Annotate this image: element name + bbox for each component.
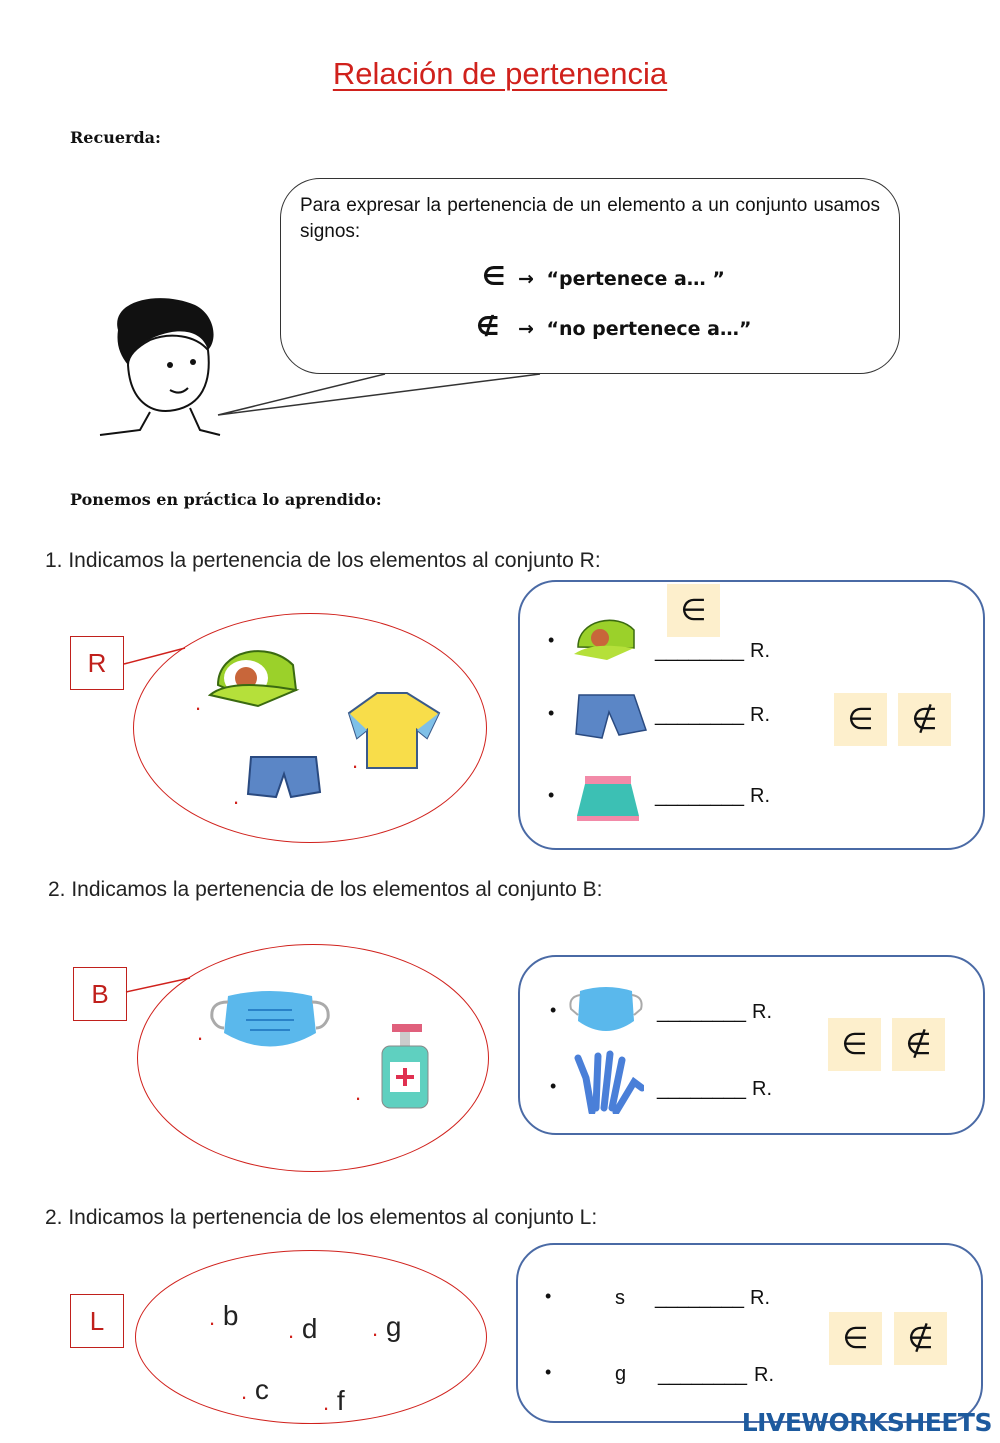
bullet: •	[548, 785, 555, 805]
page-title: Relación de pertenencia	[332, 56, 668, 91]
boy-illustration	[90, 290, 230, 440]
element-dot: .	[195, 690, 202, 715]
belongs-chip[interactable]: ∈	[834, 693, 887, 746]
set-suffix: R.	[750, 704, 770, 726]
set-suffix: R.	[750, 785, 770, 807]
bullet: •	[548, 630, 555, 650]
mask-image	[208, 988, 334, 1054]
set-label-l: L	[70, 1294, 124, 1348]
set-label-r: R	[70, 636, 124, 690]
element-dot: .	[233, 784, 240, 809]
gloves-icon	[572, 1048, 644, 1114]
skirt-icon	[573, 772, 643, 824]
element-f: . f	[323, 1385, 345, 1416]
answer-blank[interactable]: ________	[657, 1078, 746, 1100]
element-b: . b	[209, 1300, 239, 1331]
practice-heading: Ponemos en práctica lo aprendido:	[70, 490, 382, 509]
set-suffix: R.	[752, 1001, 772, 1023]
cap-image	[208, 640, 300, 710]
not-belongs-row	[476, 312, 751, 342]
element-c: . c	[241, 1374, 269, 1405]
shorts-icon	[574, 690, 648, 740]
element-g: g	[615, 1363, 627, 1385]
set-suffix: R.	[750, 1287, 770, 1309]
not-belongs-meaning: “no pertenece a…”	[546, 318, 752, 340]
belongs-meaning: “pertenece a… ”	[546, 268, 725, 290]
set-suffix: R.	[752, 1078, 772, 1100]
element-s: s	[615, 1287, 625, 1309]
element-dot: .	[355, 1080, 362, 1105]
answer-blank[interactable]: ________	[655, 1287, 744, 1309]
question-2: 2. Indicamos la pertenencia de los elementos al conjunto B:	[48, 878, 603, 901]
not-belongs-chip[interactable]: ∉	[894, 1312, 947, 1365]
answer-blank[interactable]: ________	[655, 640, 744, 662]
not-belongs-chip[interactable]: ∉	[892, 1018, 945, 1071]
mask-icon	[568, 985, 644, 1037]
element-dot: .	[352, 748, 359, 773]
bullet: •	[548, 703, 555, 723]
belongs-row	[482, 262, 725, 292]
shorts-image	[246, 752, 322, 802]
cap-icon	[572, 612, 638, 662]
shirt-image	[347, 688, 443, 770]
liveworksheets-watermark: LIVEWORKSHEETS	[741, 1408, 992, 1437]
bubble-text: Para expresar la pertenencia de un elemento a un conjunto usamos signos:	[300, 195, 880, 242]
arrow: →	[517, 318, 534, 340]
belongs-symbol: ∈	[482, 262, 506, 292]
bullet: •	[545, 1286, 552, 1306]
bullet: •	[545, 1362, 552, 1382]
bullet: •	[550, 1000, 557, 1020]
answer-blank[interactable]: ________	[655, 785, 744, 807]
answer-blank[interactable]: ________	[655, 704, 744, 726]
belongs-chip[interactable]: ∈	[829, 1312, 882, 1365]
set-suffix: R.	[754, 1364, 774, 1386]
question-1: 1. Indicamos la pertenencia de los elementos al conjunto R:	[45, 549, 601, 572]
element-dot: .	[197, 1020, 204, 1045]
element-d: . d	[288, 1313, 318, 1344]
not-belongs-symbol: ∉	[476, 312, 500, 342]
belongs-chip[interactable]: ∈	[828, 1018, 881, 1071]
answer-blank[interactable]: ________	[658, 1364, 747, 1386]
sanitizer-image	[374, 1022, 440, 1110]
placed-belongs-chip[interactable]: ∈	[667, 584, 720, 637]
not-belongs-chip[interactable]: ∉	[898, 693, 951, 746]
arrow: →	[517, 268, 534, 290]
set-suffix: R.	[750, 640, 770, 662]
recuerda-label: Recuerda:	[70, 128, 161, 147]
bullet: •	[550, 1076, 557, 1096]
element-g: . g	[372, 1311, 402, 1342]
answer-blank[interactable]: ________	[657, 1001, 746, 1023]
set-label-b: B	[73, 967, 127, 1021]
question-3: 2. Indicamos la pertenencia de los elementos al conjunto L:	[45, 1206, 598, 1229]
